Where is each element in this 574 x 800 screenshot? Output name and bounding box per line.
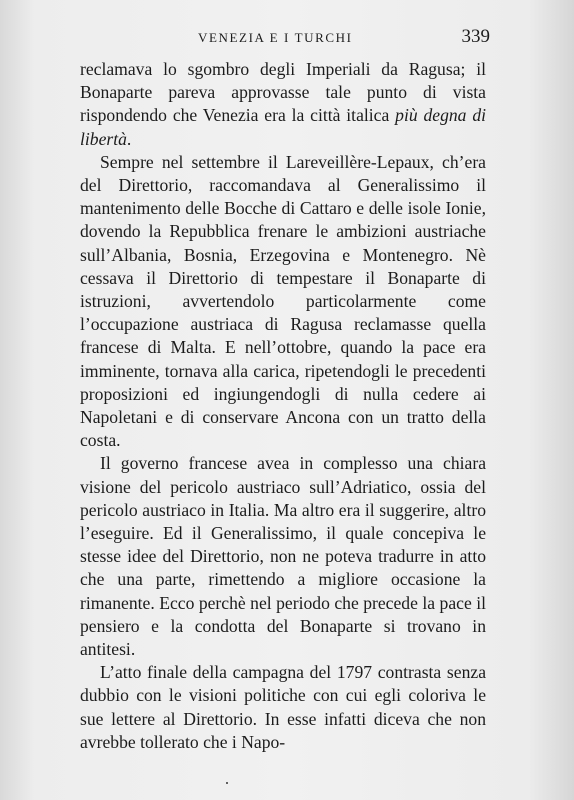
body-text bbox=[80, 58, 486, 754]
paragraph-2: Sempre nel settembre il Lareveillère-Lepaux, ch’era del Direttorio, raccomandava al Generalissimo il mantenimento delle Bocche di Cattaro e delle isole Ionie, dovendo la Repubblica frenare le ambizioni austriache sull’Albania, Bosnia, Erzegovina e Montenegro. Nè cessava il Direttorio di tempestare il Bonaparte di istruzioni, avvertendolo particolarmente come l’occupazione austriaca di Ragusa reclamasse quella francese di Malta. E nell’ottobre, quando la pace era imminente, tornava alla carica, ripetendogli le precedenti proposizioni ed ingiungendogli di nulla cedere ai Napoletani e di conservare Ancona con un tratto della costa. bbox=[80, 151, 486, 451]
paragraph-3: Il governo francese avea in complesso una chiara visione del pericolo austriaco sull’Adriatico, ossia del pericolo austriaco in Italia. Ma altro era il suggerire, altro l’eseguire. Ed il Generalissimo, il quale concepiva le stesse idee del Direttorio, non ne poteva tradurre in atto che una parte, rimettendo a migliore occasione la rimanente. Ecco perchè nel periodo che precede la pace il pensiero e la condotta del Bonaparte si trovano in antitesi. bbox=[80, 453, 486, 660]
page-header bbox=[80, 26, 490, 56]
paragraph-1-tail: . bbox=[126, 128, 132, 149]
print-speck bbox=[226, 782, 228, 784]
paragraph-1-text: reclamava lo sgombro degli Imperiali da Ragusa; il Bonaparte pareva approvasse tale punto di vista rispondendo che Venezia era la città italica bbox=[80, 59, 486, 126]
paragraph-4: L’atto finale della campagna del 1797 contrasta senza dubbio con le visioni politiche con cui egli coloriva le sue lettere al Direttorio. In esse infatti diceva che non avrebbe tollerato che i Napo- bbox=[80, 662, 486, 752]
emphasis-phrase: più degna di libertà bbox=[80, 105, 487, 149]
page-number: 339 bbox=[461, 26, 490, 47]
running-title: VENEZIA E I TURCHI bbox=[198, 30, 353, 45]
paragraph-1 bbox=[80, 58, 486, 151]
